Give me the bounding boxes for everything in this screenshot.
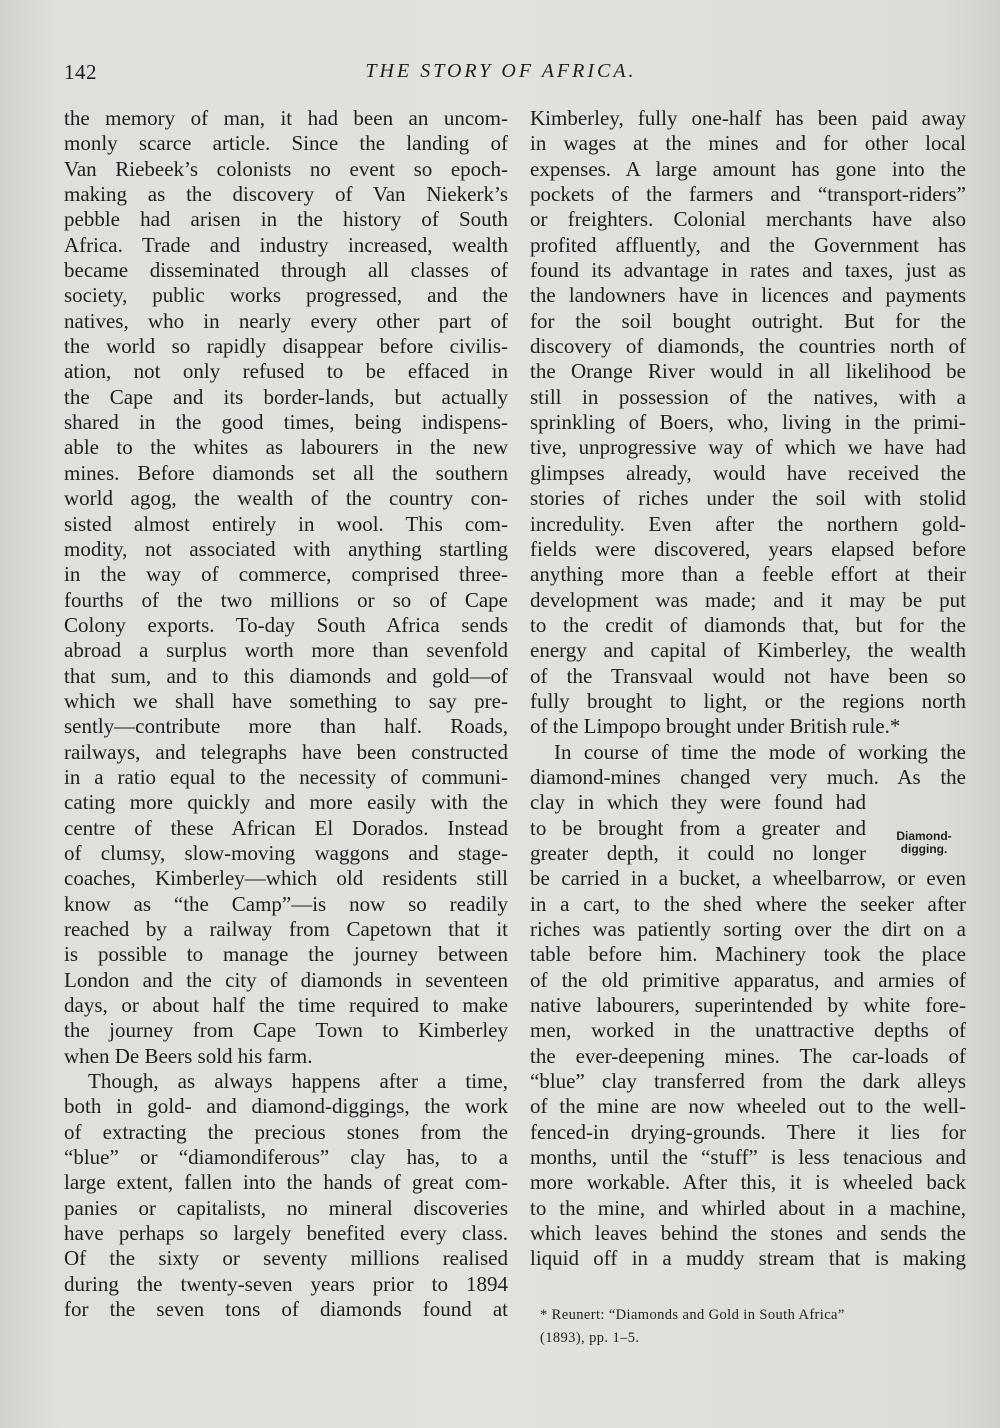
text-line: sently—contribute more than half. Roads, [64, 714, 508, 739]
text-line: which we shall have something to say pre- [64, 688, 508, 713]
text-line: of the old primitive apparatus, and armies of [530, 967, 966, 992]
text-line: in wages at the mines and for other local [530, 131, 966, 156]
text-line: fourths of the two millions or so of Cape [64, 587, 508, 612]
right-column [530, 106, 966, 1272]
text-line: Though, as always happens after a time, [88, 1069, 508, 1094]
text-line: found its advantage in rates and taxes, just as [530, 258, 966, 283]
text-line: Colony exports. To-day South Africa sends [64, 612, 508, 637]
text-line: is possible to manage the journey between [64, 942, 508, 967]
text-line: mines. Before diamonds set all the southern [64, 460, 508, 485]
text-line: ation, not only refused to be effaced in [64, 359, 508, 384]
text-line: profited affluently, and the Government has [530, 232, 966, 257]
text-line: of clumsy, slow-moving waggons and stage- [64, 840, 508, 865]
text-line: during the twenty-seven years prior to 1894 [64, 1271, 508, 1296]
text-line: the landowners have in licences and payments [530, 283, 966, 308]
page-number: 142 [64, 60, 97, 84]
text-line: able to the whites as labourers in the new [64, 435, 508, 460]
text-line: incredulity. Even after the northern gold- [530, 511, 966, 536]
footnote-line: * Reunert: “Diamonds and Gold in South Africa” [540, 1307, 845, 1323]
text-line: shared in the good times, being indispens- [64, 410, 508, 435]
text-line: the Cape and its border-lands, but actually [64, 384, 508, 409]
text-line: the journey from Cape Town to Kimberley [64, 1018, 508, 1043]
footnote [540, 1304, 966, 1350]
text-line: sprinkling of Boers, who, living in the primi- [530, 410, 966, 435]
text-line: Of the sixty or seventy millions realised [64, 1246, 508, 1271]
text-line: clay in which they were found had [530, 790, 866, 815]
text-line: the Orange River would in all likelihood be [530, 359, 966, 384]
text-line: large extent, fallen into the hands of great com- [64, 1170, 508, 1195]
text-line: diamond-mines changed very much. As the [530, 764, 966, 789]
text-line: railways, and telegraphs have been constructed [64, 739, 508, 764]
text-line: Africa. Trade and industry increased, wealth [64, 232, 508, 257]
text-line: the world so rapidly disappear before civilis- [64, 334, 508, 359]
text-line: development was made; and it may be put [530, 587, 966, 612]
text-line: pebble had arisen in the history of South [64, 207, 508, 232]
text-line: to be brought from a greater and [530, 815, 866, 840]
text-line: in a ratio equal to the necessity of communi- [64, 764, 508, 789]
text-line: that sum, and to this diamonds and gold—of [64, 663, 508, 688]
text-line: natives, who in nearly every other part of [64, 308, 508, 333]
text-line: In course of time the mode of working the [554, 739, 966, 764]
text-line: society, public works progressed, and the [64, 283, 508, 308]
text-line: fields were discovered, years elapsed before [530, 536, 966, 561]
text-line: months, until the “stuff” is less tenacious and [530, 1145, 966, 1170]
text-line: in a cart, to the shed where the seeker after [530, 891, 966, 916]
text-line: became disseminated through all classes of [64, 258, 508, 283]
text-line: “blue” clay transferred from the dark alleys [530, 1069, 966, 1094]
left-column [64, 106, 508, 1323]
running-title: THE STORY OF AFRICA. [365, 60, 637, 82]
text-line: of the Limpopo brought under British rule.* [530, 714, 901, 739]
text-line: liquid off in a muddy stream that is making [530, 1246, 966, 1271]
text-line: monly scarce article. Since the landing of [64, 131, 508, 156]
text-line: world agog, the wealth of the country con- [64, 486, 508, 511]
text-line: riches was patiently sorting over the dirt on a [530, 917, 966, 941]
sidenote-line: Diamond- [896, 829, 952, 843]
text-line: when De Beers sold his farm. [64, 1043, 313, 1068]
text-line: of the Transvaal would not have been so [530, 663, 966, 688]
text-line: more workable. After this, it is wheeled back [530, 1170, 966, 1195]
text-line: men, worked in the unattractive depths of [530, 1018, 966, 1043]
text-line: anything more than a feeble effort at their [530, 562, 966, 587]
text-line: reached by a railway from Capetown that it [64, 917, 508, 941]
text-line: days, or about half the time required to make [64, 993, 508, 1018]
text-line: know as “the Camp”—is now so readily [64, 891, 508, 916]
text-line: table before him. Machinery took the place [530, 942, 966, 967]
text-line: sisted almost entirely in wool. This com- [64, 511, 508, 536]
text-line: centre of these African El Dorados. Instead [64, 815, 508, 840]
text-line: energy and capital of Kimberley, the wealth [530, 638, 966, 663]
text-line: the ever-deepening mines. The car-loads of [530, 1043, 966, 1068]
text-line: to the mine, and whirled about in a machine, [530, 1195, 966, 1220]
text-line: native labourers, superintended by white fore- [530, 993, 966, 1018]
text-line: Van Riebeek’s colonists no event so epoch- [64, 156, 508, 181]
text-line: “blue” or “diamondiferous” clay has, to a [64, 1145, 508, 1170]
text-line: coaches, Kimberley—which old residents still [64, 866, 508, 891]
text-line: abroad a surplus worth more than sevenfold [64, 638, 508, 663]
text-line: fenced-in drying-grounds. There it lies for [530, 1119, 966, 1144]
footnote-line: (1893), pp. 1–5. [540, 1330, 640, 1346]
text-line: Kimberley, fully one-half has been paid away [530, 106, 966, 130]
text-line: both in gold- and diamond-diggings, the work [64, 1094, 508, 1119]
text-line: or freighters. Colonial merchants have also [530, 207, 966, 232]
text-line: discovery of diamonds, the countries north of [530, 334, 966, 359]
text-line: still in possession of the natives, with a [530, 384, 966, 409]
text-line: of extracting the precious stones from the [64, 1119, 508, 1144]
text-line: tive, unprogressive way of which we have had [530, 435, 966, 460]
text-line: in the way of commerce, comprised three- [64, 562, 508, 587]
text-line: cating more quickly and more easily with the [64, 790, 508, 815]
text-line: making as the discovery of Van Niekerk’s [64, 182, 508, 207]
text-line: the memory of man, it had been an uncom- [64, 106, 508, 130]
text-line: pockets of the farmers and “transport-riders” [530, 182, 966, 207]
text-line: for the seven tons of diamonds found at [64, 1297, 508, 1322]
text-line: have perhaps so largely benefited every class. [64, 1221, 508, 1246]
page-header [64, 60, 938, 90]
text-line: London and the city of diamonds in seventeen [64, 967, 508, 992]
text-line: of the mine are now wheeled out to the well- [530, 1094, 966, 1119]
text-line: greater depth, it could no longer [530, 840, 866, 865]
sidenote-line: digging. [900, 842, 948, 856]
text-line: glimpses already, would have received the [530, 460, 966, 485]
text-line: modity, not associated with anything startling [64, 536, 508, 561]
text-line: panies or capitalists, no mineral discoveries [64, 1195, 508, 1220]
text-line: which leaves behind the stones and sends the [530, 1221, 966, 1246]
text-line: expenses. A large amount has gone into the [530, 156, 966, 181]
text-line: stories of riches under the soil with stolid [530, 486, 966, 511]
text-line: for the soil bought outright. But for the [530, 308, 966, 333]
margin-sidenote [884, 830, 964, 856]
text-line: to the credit of diamonds that, but for the [530, 612, 966, 637]
text-line: be carried in a bucket, a wheelbarrow, or even [530, 866, 966, 891]
text-line: fully brought to light, or the regions north [530, 688, 966, 713]
